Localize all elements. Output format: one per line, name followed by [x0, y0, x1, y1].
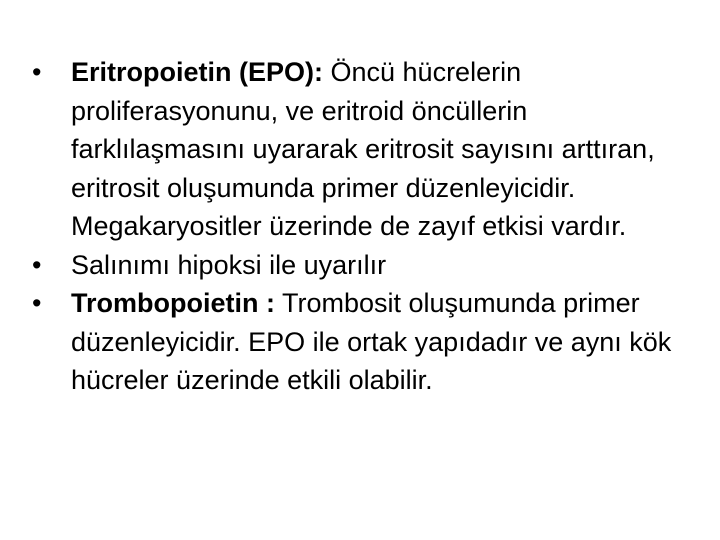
bullet-text: Öncü hücrelerin proliferasyonunu, ve eritroid öncüllerin farklılaşmasını uyararak eritrosit sayısını arttıran, eritrosit oluşumunda primer düzenleyicidir. Megakaryositler üzerinde de zayıf etkisi vardır.: [71, 57, 655, 241]
bullet-item-hipoksi: [32, 246, 692, 285]
bullet-item-epo: [32, 53, 692, 246]
bullet-list: [32, 53, 692, 400]
bullet-item-tpo: [32, 284, 692, 400]
bullet-dot: •: [32, 288, 42, 318]
bullet-text: Salınımı hipoksi ile uyarılır: [71, 249, 387, 280]
bullet-dot: •: [32, 249, 42, 280]
bullet-dot: •: [32, 57, 42, 87]
term-eritropoietin: Eritropoietin (EPO):: [71, 57, 323, 87]
term-trombopoietin: Trombopoietin :: [71, 288, 275, 318]
bullet-text: Trombosit oluşumunda primer düzenleyicidir. EPO ile ortak yapıdadır ve aynı kök hücreler üzerinde etkili olabilir.: [71, 288, 672, 395]
